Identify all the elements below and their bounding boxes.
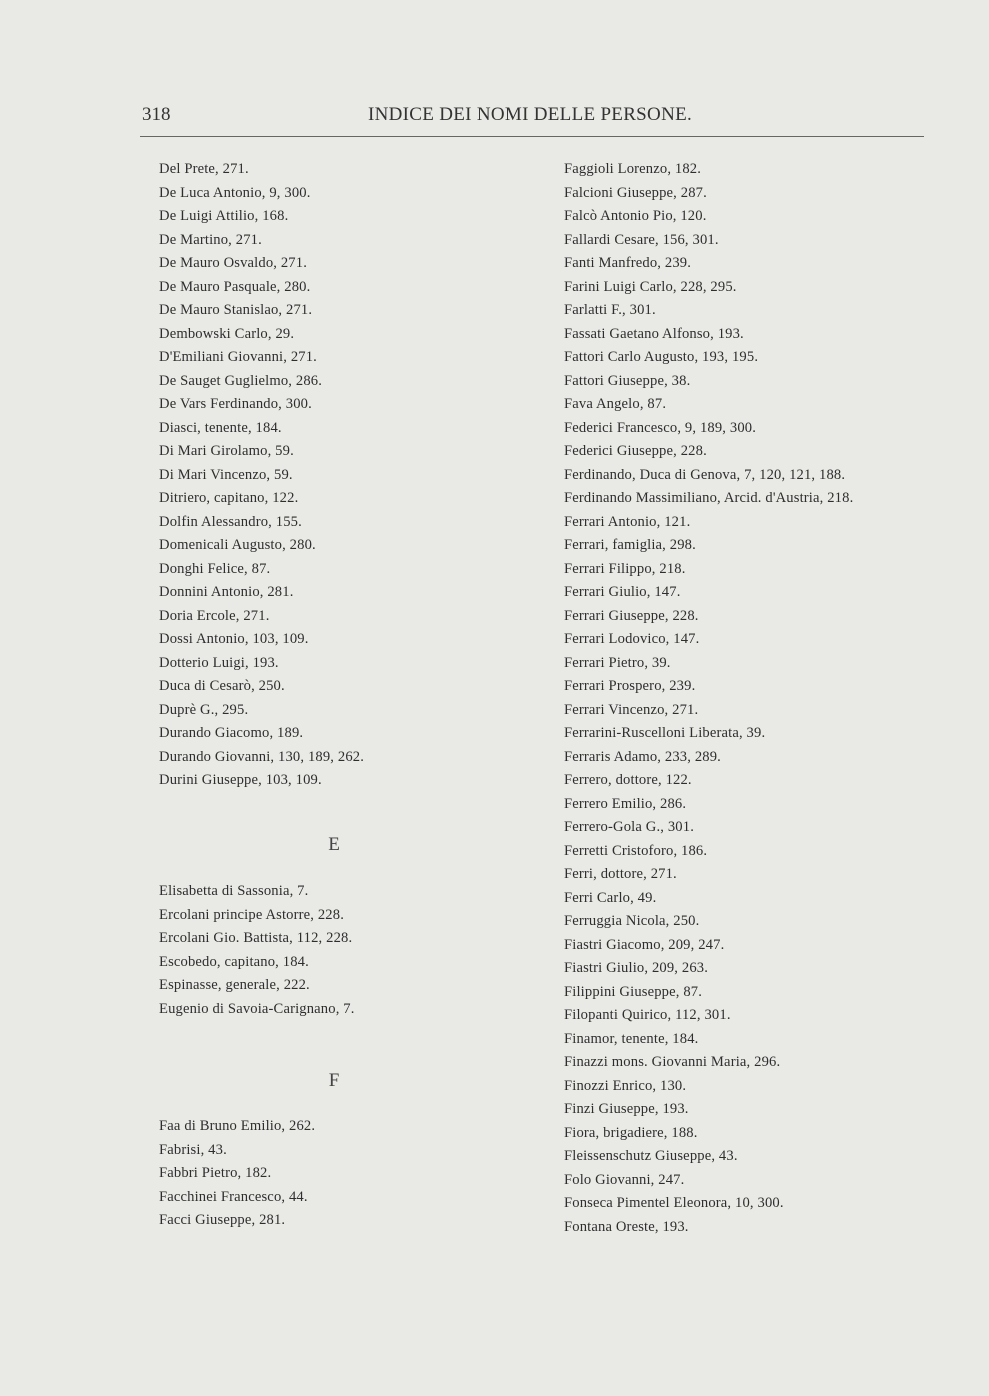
index-entry: Faggioli Lorenzo, 182. bbox=[564, 161, 702, 177]
index-entry: Ferri Carlo, 49. bbox=[564, 889, 657, 906]
running-title: INDICE DEI NOMI DELLE PERSONE. bbox=[368, 104, 693, 125]
index-entry: Facchinei Francesco, 44. bbox=[159, 1188, 308, 1205]
index-entry: Duca di Cesarò, 250. bbox=[159, 678, 285, 694]
index-entry: Dembowski Carlo, 29. bbox=[159, 325, 295, 342]
index-entry: D'Emiliani Giovanni, 271. bbox=[159, 349, 317, 365]
index-entry: Ferrari, famiglia, 298. bbox=[564, 537, 696, 553]
index-entry: Falcò Antonio Pio, 120. bbox=[564, 208, 707, 224]
index-entry: Fava Angelo, 87. bbox=[564, 396, 667, 412]
index-entry: Donghi Felice, 87. bbox=[159, 560, 271, 577]
index-entry: Ferretti Cristoforo, 186. bbox=[564, 842, 708, 859]
page-number: 318 bbox=[142, 104, 171, 125]
index-entry: Finzi Giuseppe, 193. bbox=[564, 1101, 689, 1117]
header-rule bbox=[140, 136, 924, 137]
index-entry: Finozzi Enrico, 130. bbox=[564, 1077, 687, 1094]
index-entry: Fabrisi, 43. bbox=[159, 1141, 227, 1158]
left-column-e-entries bbox=[159, 880, 549, 1021]
index-entry: De Mauro Osvaldo, 271. bbox=[159, 255, 307, 271]
index-entry: Ferdinando Massimiliano, Arcid. d'Austria, 218. bbox=[564, 490, 854, 506]
index-entry: Facci Giuseppe, 281. bbox=[159, 1212, 286, 1228]
index-entry: Farini Luigi Carlo, 228, 295. bbox=[564, 278, 737, 295]
index-entry: Fontana Oreste, 193. bbox=[564, 1218, 689, 1235]
index-entry: Escobedo, capitano, 184. bbox=[159, 953, 309, 970]
index-entry: Ferrari Giulio, 147. bbox=[564, 584, 681, 600]
index-entry: Durando Giovanni, 130, 189, 262. bbox=[159, 748, 365, 765]
index-entry: Federici Giuseppe, 228. bbox=[564, 443, 707, 459]
index-entry: Ferrero Emilio, 286. bbox=[564, 795, 687, 812]
index-entry: Ferrari Vincenzo, 271. bbox=[564, 701, 699, 718]
index-entry: Donnini Antonio, 281. bbox=[159, 584, 294, 600]
index-entry: Finamor, tenente, 184. bbox=[564, 1030, 699, 1047]
index-entry: De Luigi Attilio, 168. bbox=[159, 208, 289, 224]
index-entry: Fleissenschutz Giuseppe, 43. bbox=[564, 1148, 738, 1164]
index-entry: De Martino, 271. bbox=[159, 231, 262, 248]
left-column-d-entries bbox=[159, 158, 549, 793]
index-entry: De Mauro Stanislao, 271. bbox=[159, 302, 313, 318]
index-entry: De Sauget Guglielmo, 286. bbox=[159, 372, 323, 389]
left-column-f-entries bbox=[159, 1115, 549, 1233]
index-entry: Fassati Gaetano Alfonso, 193. bbox=[564, 325, 744, 342]
index-entry: Fiastri Giulio, 209, 263. bbox=[564, 960, 709, 976]
index-entry: Fiora, brigadiere, 188. bbox=[564, 1124, 698, 1141]
index-entry: Ferrari Prospero, 239. bbox=[564, 678, 696, 694]
index-entry: Fiastri Giacomo, 209, 247. bbox=[564, 936, 725, 953]
index-entry: Ercolani Gio. Battista, 112, 228. bbox=[159, 930, 353, 946]
index-entry: Fattori Giuseppe, 38. bbox=[564, 372, 691, 389]
index-entry: De Vars Ferdinando, 300. bbox=[159, 396, 312, 412]
index-entry: Ferraris Adamo, 233, 289. bbox=[564, 748, 721, 765]
index-entry: Finazzi mons. Giovanni Maria, 296. bbox=[564, 1054, 781, 1070]
index-entry: Doria Ercole, 271. bbox=[159, 607, 270, 624]
index-entry: Durando Giacomo, 189. bbox=[159, 725, 304, 741]
index-entry: Ferrari Pietro, 39. bbox=[564, 654, 671, 671]
index-entry: Fallardi Cesare, 156, 301. bbox=[564, 231, 719, 248]
index-entry: Fattori Carlo Augusto, 193, 195. bbox=[564, 349, 759, 365]
index-entry: Filippini Giuseppe, 87. bbox=[564, 983, 703, 1000]
index-entry: Domenicali Augusto, 280. bbox=[159, 537, 316, 553]
index-entry: Di Mari Girolamo, 59. bbox=[159, 443, 294, 459]
index-entry: Fanti Manfredo, 239. bbox=[564, 255, 692, 271]
right-column-entries bbox=[564, 158, 964, 1239]
index-entry: Ferrero, dottore, 122. bbox=[564, 772, 692, 788]
index-entry: Diasci, tenente, 184. bbox=[159, 419, 282, 436]
index-entry: Elisabetta di Sassonia, 7. bbox=[159, 883, 309, 899]
index-entry: Ferdinando, Duca di Genova, 7, 120, 121, 188. bbox=[564, 466, 846, 483]
index-entry: Di Mari Vincenzo, 59. bbox=[159, 466, 293, 483]
section-letter-f: F bbox=[328, 1070, 340, 1091]
index-entry: Ferri, dottore, 271. bbox=[564, 866, 677, 882]
index-entry: Ferrarini-Ruscelloni Liberata, 39. bbox=[564, 725, 766, 741]
index-entry: Ferruggia Nicola, 250. bbox=[564, 913, 700, 929]
index-entry: Dotterio Luigi, 193. bbox=[159, 654, 279, 671]
index-entry: Farlatti F., 301. bbox=[564, 302, 656, 318]
index-entry: Ferrero-Gola G., 301. bbox=[564, 819, 694, 835]
index-entry: Durini Giuseppe, 103, 109. bbox=[159, 772, 322, 788]
index-entry: De Mauro Pasquale, 280. bbox=[159, 278, 311, 295]
index-entry: Federici Francesco, 9, 189, 300. bbox=[564, 419, 757, 436]
index-entry: Ercolani principe Astorre, 228. bbox=[159, 906, 344, 923]
index-entry: Dolfin Alessandro, 155. bbox=[159, 513, 302, 530]
index-entry: Faa di Bruno Emilio, 262. bbox=[159, 1118, 316, 1134]
index-entry: Ferrari Antonio, 121. bbox=[564, 513, 691, 530]
index-entry: De Luca Antonio, 9, 300. bbox=[159, 184, 311, 201]
index-entry: Fonseca Pimentel Eleonora, 10, 300. bbox=[564, 1195, 784, 1211]
index-entry: Espinasse, generale, 222. bbox=[159, 977, 310, 993]
index-entry: Ferrari Giuseppe, 228. bbox=[564, 607, 699, 624]
index-entry: Falcioni Giuseppe, 287. bbox=[564, 184, 707, 201]
index-entry: Duprè G., 295. bbox=[159, 701, 249, 718]
index-entry: Fabbri Pietro, 182. bbox=[159, 1165, 272, 1181]
index-entry: Folo Giovanni, 247. bbox=[564, 1171, 685, 1188]
index-entry: Ditriero, capitano, 122. bbox=[159, 490, 299, 506]
index-entry: Dossi Antonio, 103, 109. bbox=[159, 631, 309, 647]
index-entry: Ferrari Lodovico, 147. bbox=[564, 631, 700, 647]
index-entry: Ferrari Filippo, 218. bbox=[564, 560, 686, 577]
index-entry: Eugenio di Savoia-Carignano, 7. bbox=[159, 1000, 355, 1017]
index-entry: Del Prete, 271. bbox=[159, 161, 249, 177]
section-letter-e: E bbox=[328, 834, 340, 855]
index-entry: Filopanti Quirico, 112, 301. bbox=[564, 1007, 731, 1023]
